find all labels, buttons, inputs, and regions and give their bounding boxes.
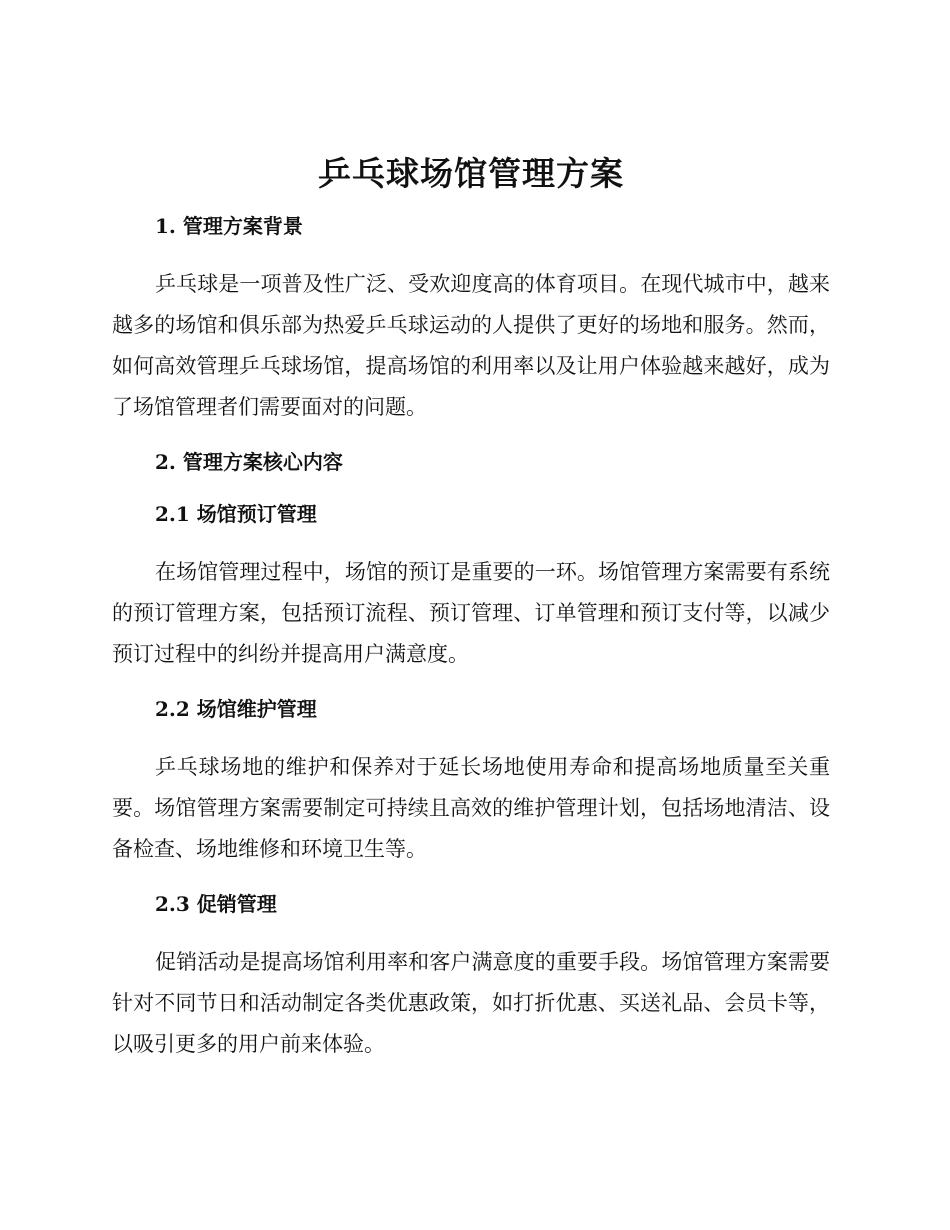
section-paragraph-booking: 在场馆管理过程中，场馆的预订是重要的一环。场馆管理方案需要有系统的预订管理方案，包括预订流程、预订管理、订单管理和预订支付等，以减少预订过程中的纠纷并提高用户满意度。 — [112, 560, 830, 666]
section-heading-background: 1. 管理方案背景 — [155, 214, 303, 238]
document-title: 乒乓球场馆管理方案 — [318, 154, 624, 193]
section-paragraph-background: 乒乓球是一项普及性广泛、受欢迎度高的体育项目。在现代城市中，越来越多的场馆和俱乐部为热爱乒乓球运动的人提供了更好的场地和服务。然而，如何高效管理乒乓球场馆，提高场馆的利用率以及让用户体验越来越好，成为了场馆管理者们需要面对的问题。 — [112, 272, 830, 419]
section-heading-booking: 2.1 场馆预订管理 — [155, 502, 317, 526]
section-heading-promotion: 2.3 促销管理 — [155, 892, 277, 916]
section-heading-core-content: 2. 管理方案核心内容 — [155, 450, 343, 474]
section-paragraph-promotion: 促销活动是提高场馆利用率和客户满意度的重要手段。场馆管理方案需要针对不同节日和活动制定各类优惠政策，如打折优惠、买送礼品、会员卡等，以吸引更多的用户前来体验。 — [112, 950, 830, 1056]
section-paragraph-maintenance: 乒乓球场地的维护和保养对于延长场地使用寿命和提高场地质量至关重要。场馆管理方案需要制定可持续且高效的维护管理计划，包括场地清洁、设备检查、场地维修和环境卫生等。 — [112, 755, 830, 861]
section-heading-maintenance: 2.2 场馆维护管理 — [155, 697, 317, 721]
